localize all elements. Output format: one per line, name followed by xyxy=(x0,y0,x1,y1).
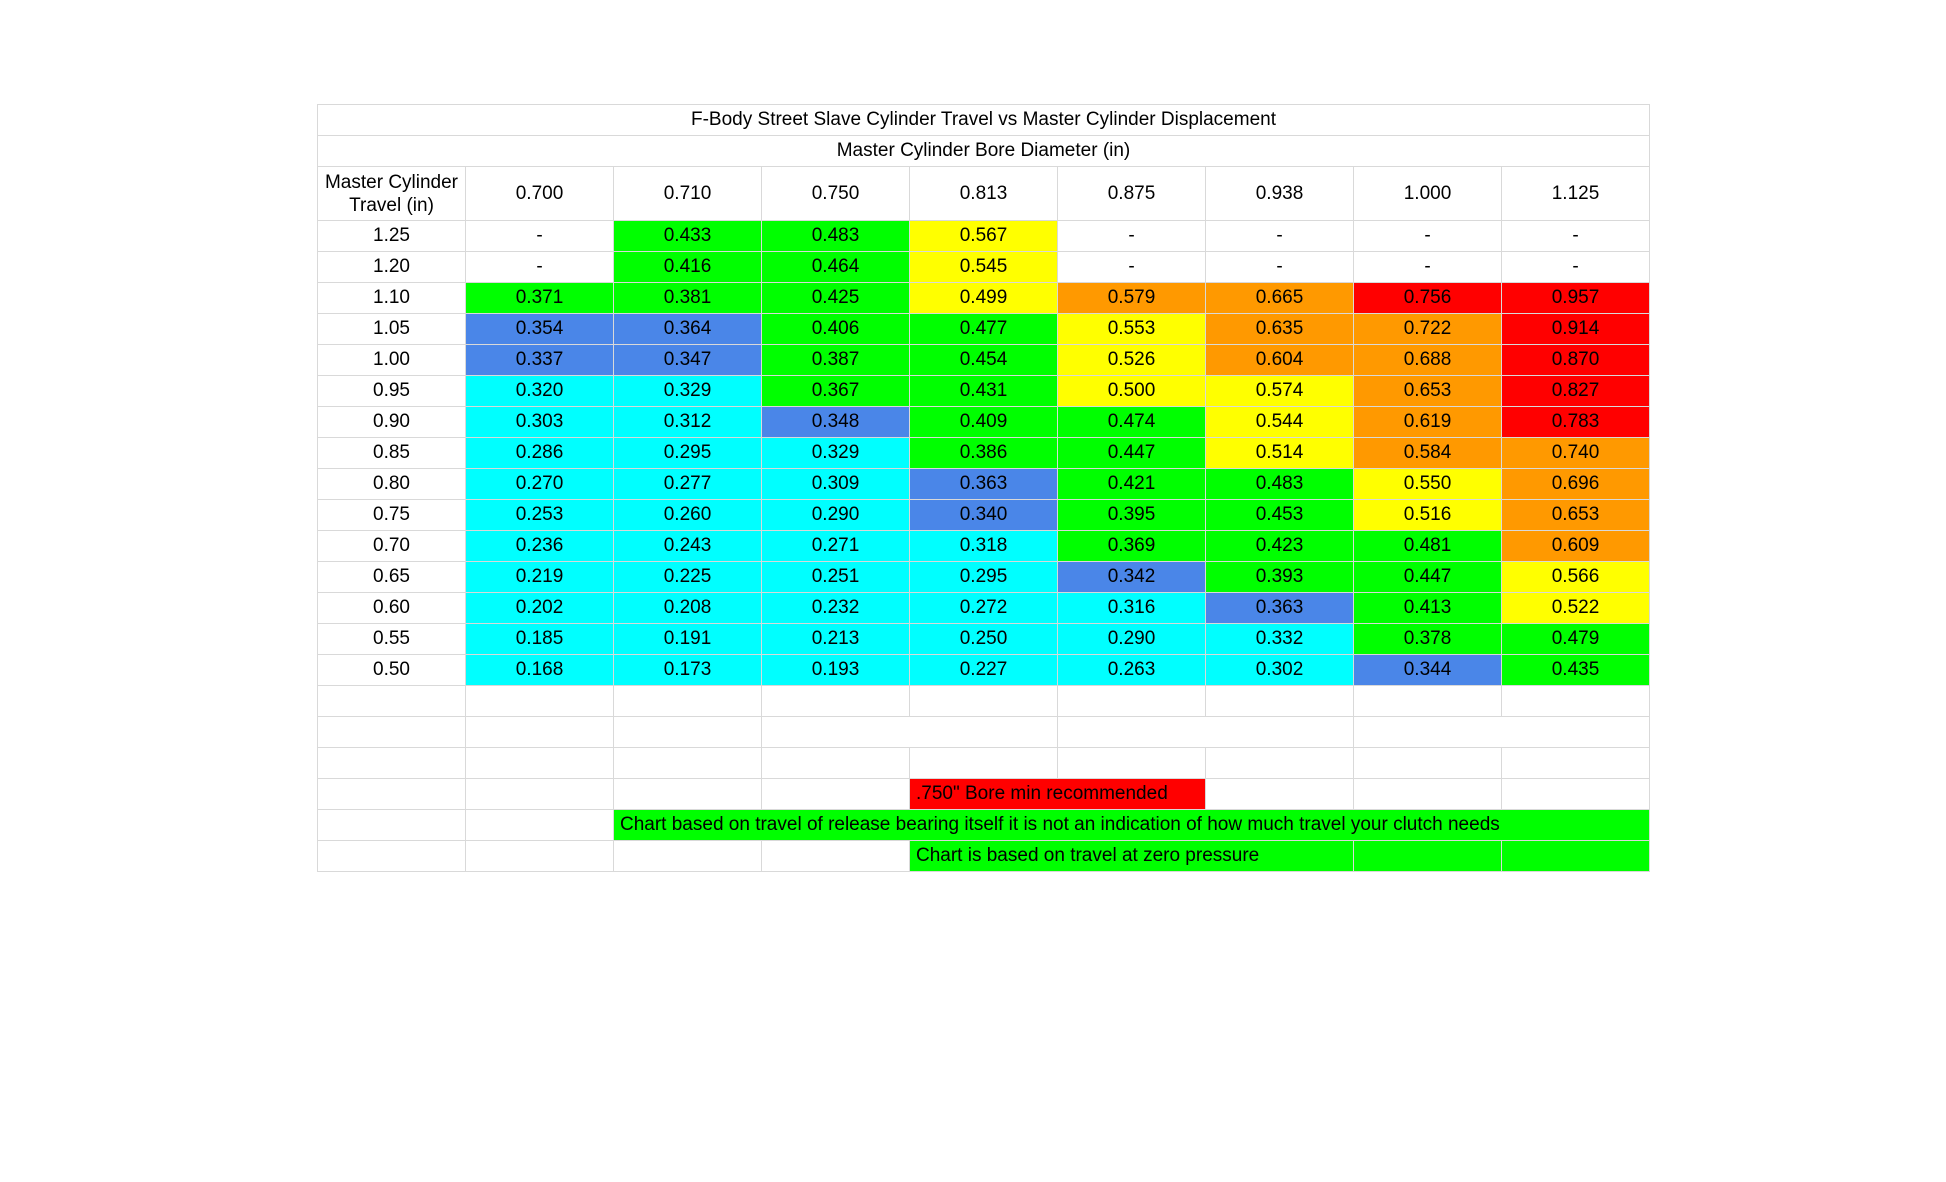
travel-chart-table xyxy=(317,104,1650,872)
displacement-cell[interactable]: 0.957 xyxy=(1502,283,1650,314)
displacement-cell[interactable]: 0.227 xyxy=(910,655,1058,686)
displacement-cell[interactable]: 0.756 xyxy=(1354,283,1502,314)
table-row xyxy=(318,345,1650,376)
displacement-cell[interactable]: 0.378 xyxy=(1354,624,1502,655)
displacement-cell[interactable]: 0.320 xyxy=(466,376,614,407)
empty-cell[interactable] xyxy=(318,748,466,779)
empty-cell[interactable] xyxy=(614,717,762,748)
displacement-cell[interactable]: 0.193 xyxy=(762,655,910,686)
empty-cell[interactable] xyxy=(910,686,1058,717)
displacement-cell[interactable]: 0.474 xyxy=(1058,407,1206,438)
bore-header-0813[interactable]: 0.813 xyxy=(910,167,1058,221)
table-row xyxy=(318,438,1650,469)
table-row xyxy=(318,562,1650,593)
displacement-cell[interactable]: 0.286 xyxy=(466,438,614,469)
displacement-cell[interactable]: 0.425 xyxy=(762,283,910,314)
displacement-cell[interactable]: 0.302 xyxy=(1206,655,1354,686)
travel-cell[interactable]: 0.60 xyxy=(318,593,466,624)
displacement-cell[interactable]: 0.722 xyxy=(1354,314,1502,345)
displacement-cell[interactable]: 0.270 xyxy=(466,469,614,500)
displacement-cell[interactable]: 0.337 xyxy=(466,345,614,376)
displacement-cell[interactable]: 0.431 xyxy=(910,376,1058,407)
bore-min-note[interactable]: .750" Bore min recommended xyxy=(910,779,1206,810)
travel-cell[interactable]: 0.80 xyxy=(318,469,466,500)
displacement-cell[interactable]: 0.354 xyxy=(466,314,614,345)
table-row xyxy=(318,283,1650,314)
empty-merged-cell[interactable] xyxy=(1058,717,1354,748)
table-row xyxy=(318,593,1650,624)
empty-cell[interactable] xyxy=(1058,748,1206,779)
displacement-cell[interactable]: 0.364 xyxy=(614,314,762,345)
displacement-cell[interactable]: - xyxy=(1354,252,1502,283)
displacement-cell[interactable]: 0.386 xyxy=(910,438,1058,469)
displacement-cell[interactable]: 0.387 xyxy=(762,345,910,376)
displacement-cell[interactable]: 0.522 xyxy=(1502,593,1650,624)
table-row xyxy=(318,469,1650,500)
bore-header-0700[interactable]: 0.700 xyxy=(466,167,614,221)
displacement-cell[interactable]: 0.574 xyxy=(1206,376,1354,407)
displacement-cell[interactable]: 0.500 xyxy=(1058,376,1206,407)
displacement-cell[interactable]: 0.514 xyxy=(1206,438,1354,469)
displacement-cell[interactable]: 0.348 xyxy=(762,407,910,438)
displacement-cell[interactable]: 0.477 xyxy=(910,314,1058,345)
empty-cell[interactable] xyxy=(466,748,614,779)
empty-cell[interactable] xyxy=(466,779,614,810)
displacement-cell[interactable]: 0.347 xyxy=(614,345,762,376)
displacement-cell[interactable]: 0.584 xyxy=(1354,438,1502,469)
displacement-cell[interactable]: 0.499 xyxy=(910,283,1058,314)
displacement-cell[interactable]: 0.251 xyxy=(762,562,910,593)
chart-title[interactable]: F-Body Street Slave Cylinder Travel vs Master Cylinder Displacement xyxy=(318,105,1650,136)
table-row xyxy=(318,531,1650,562)
displacement-cell[interactable]: - xyxy=(1502,252,1650,283)
empty-cell[interactable] xyxy=(466,810,614,841)
table-row xyxy=(318,376,1650,407)
travel-cell[interactable]: 0.70 xyxy=(318,531,466,562)
empty-cell[interactable] xyxy=(318,779,466,810)
empty-cell[interactable] xyxy=(614,748,762,779)
displacement-cell[interactable]: 0.202 xyxy=(466,593,614,624)
displacement-cell[interactable]: 0.290 xyxy=(1058,624,1206,655)
displacement-cell[interactable]: 0.483 xyxy=(1206,469,1354,500)
displacement-cell[interactable]: 0.635 xyxy=(1206,314,1354,345)
displacement-cell[interactable]: 0.870 xyxy=(1502,345,1650,376)
displacement-cell[interactable]: 0.553 xyxy=(1058,314,1206,345)
empty-cell[interactable] xyxy=(1206,686,1354,717)
displacement-cell[interactable]: 0.406 xyxy=(762,314,910,345)
displacement-cell[interactable]: - xyxy=(1206,221,1354,252)
empty-merged-cell[interactable] xyxy=(762,717,1058,748)
displacement-cell[interactable]: 0.409 xyxy=(910,407,1058,438)
displacement-cell[interactable]: 0.481 xyxy=(1354,531,1502,562)
displacement-cell[interactable]: 0.665 xyxy=(1206,283,1354,314)
empty-cell[interactable] xyxy=(1354,779,1502,810)
travel-column-header[interactable]: Master Cylinder Travel (in) xyxy=(318,167,466,221)
displacement-cell[interactable]: 0.363 xyxy=(1206,593,1354,624)
displacement-cell[interactable]: 0.271 xyxy=(762,531,910,562)
displacement-cell[interactable]: 0.213 xyxy=(762,624,910,655)
travel-cell[interactable]: 0.95 xyxy=(318,376,466,407)
displacement-cell[interactable]: 0.433 xyxy=(614,221,762,252)
empty-cell[interactable] xyxy=(1206,748,1354,779)
displacement-cell[interactable]: 0.332 xyxy=(1206,624,1354,655)
displacement-cell[interactable]: 0.318 xyxy=(910,531,1058,562)
displacement-cell[interactable]: 0.454 xyxy=(910,345,1058,376)
displacement-cell[interactable]: 0.303 xyxy=(466,407,614,438)
displacement-cell[interactable]: 0.381 xyxy=(614,283,762,314)
displacement-cell[interactable]: - xyxy=(1206,252,1354,283)
empty-cell[interactable] xyxy=(614,686,762,717)
bore-header-0750[interactable]: 0.750 xyxy=(762,167,910,221)
empty-cell[interactable] xyxy=(762,779,910,810)
empty-cell[interactable] xyxy=(1206,779,1354,810)
displacement-cell[interactable]: 0.312 xyxy=(614,407,762,438)
displacement-cell[interactable]: 0.329 xyxy=(614,376,762,407)
displacement-cell[interactable]: - xyxy=(1058,221,1206,252)
displacement-cell[interactable]: 0.371 xyxy=(466,283,614,314)
empty-cell[interactable] xyxy=(1058,686,1206,717)
empty-cell[interactable] xyxy=(910,748,1058,779)
displacement-cell[interactable]: 0.604 xyxy=(1206,345,1354,376)
travel-cell[interactable]: 0.50 xyxy=(318,655,466,686)
displacement-cell[interactable]: 0.309 xyxy=(762,469,910,500)
displacement-cell[interactable]: 0.232 xyxy=(762,593,910,624)
displacement-cell[interactable]: 0.653 xyxy=(1354,376,1502,407)
empty-cell[interactable] xyxy=(466,717,614,748)
displacement-cell[interactable]: 0.342 xyxy=(1058,562,1206,593)
displacement-cell[interactable]: 0.483 xyxy=(762,221,910,252)
zero-pressure-note[interactable]: Chart is based on travel at zero pressure xyxy=(910,841,1354,872)
empty-cell[interactable] xyxy=(762,748,910,779)
empty-cell[interactable] xyxy=(1354,748,1502,779)
bore-header-1000[interactable]: 1.000 xyxy=(1354,167,1502,221)
table-row xyxy=(318,407,1650,438)
displacement-cell[interactable]: 0.526 xyxy=(1058,345,1206,376)
displacement-cell[interactable]: 0.393 xyxy=(1206,562,1354,593)
displacement-cell[interactable]: 0.550 xyxy=(1354,469,1502,500)
displacement-cell[interactable]: 0.208 xyxy=(614,593,762,624)
displacement-cell[interactable]: 0.295 xyxy=(614,438,762,469)
table-row xyxy=(318,655,1650,686)
displacement-cell[interactable]: 0.329 xyxy=(762,438,910,469)
travel-cell[interactable]: 1.10 xyxy=(318,283,466,314)
travel-cell[interactable]: 1.00 xyxy=(318,345,466,376)
displacement-cell[interactable]: 0.447 xyxy=(1354,562,1502,593)
displacement-cell[interactable]: 0.395 xyxy=(1058,500,1206,531)
table-row xyxy=(318,624,1650,655)
empty-cell[interactable] xyxy=(1502,686,1650,717)
bore-header-0710[interactable]: 0.710 xyxy=(614,167,762,221)
displacement-cell[interactable]: - xyxy=(1502,221,1650,252)
displacement-cell[interactable]: 0.566 xyxy=(1502,562,1650,593)
empty-cell[interactable] xyxy=(1502,779,1650,810)
displacement-cell[interactable]: 0.243 xyxy=(614,531,762,562)
displacement-cell[interactable]: 0.340 xyxy=(910,500,1058,531)
displacement-cell[interactable]: 0.416 xyxy=(614,252,762,283)
bore-header-0875[interactable]: 0.875 xyxy=(1058,167,1206,221)
displacement-cell[interactable]: 0.545 xyxy=(910,252,1058,283)
displacement-cell[interactable]: 0.914 xyxy=(1502,314,1650,345)
bore-header-1125[interactable]: 1.125 xyxy=(1502,167,1650,221)
displacement-cell[interactable]: 0.609 xyxy=(1502,531,1650,562)
displacement-cell[interactable]: 0.219 xyxy=(466,562,614,593)
empty-cell[interactable] xyxy=(1354,841,1502,872)
empty-merged-cell[interactable] xyxy=(1354,717,1650,748)
travel-cell[interactable]: 0.75 xyxy=(318,500,466,531)
travel-cell[interactable]: 1.05 xyxy=(318,314,466,345)
displacement-cell[interactable]: 0.250 xyxy=(910,624,1058,655)
table-row xyxy=(318,221,1650,252)
empty-cell[interactable] xyxy=(466,686,614,717)
displacement-cell[interactable]: 0.516 xyxy=(1354,500,1502,531)
displacement-cell[interactable]: 0.464 xyxy=(762,252,910,283)
empty-cell[interactable] xyxy=(614,779,762,810)
displacement-cell[interactable]: 0.225 xyxy=(614,562,762,593)
displacement-cell[interactable]: 0.173 xyxy=(614,655,762,686)
displacement-cell[interactable]: 0.236 xyxy=(466,531,614,562)
travel-cell[interactable]: 0.55 xyxy=(318,624,466,655)
empty-cell[interactable] xyxy=(318,841,466,872)
displacement-cell[interactable]: 0.185 xyxy=(466,624,614,655)
displacement-cell[interactable]: 0.423 xyxy=(1206,531,1354,562)
table-row xyxy=(318,252,1650,283)
empty-cell[interactable] xyxy=(1354,686,1502,717)
displacement-cell[interactable]: 0.740 xyxy=(1502,438,1650,469)
empty-cell[interactable] xyxy=(762,686,910,717)
displacement-cell[interactable]: 0.453 xyxy=(1206,500,1354,531)
empty-cell[interactable] xyxy=(614,841,762,872)
displacement-cell[interactable]: 0.783 xyxy=(1502,407,1650,438)
displacement-cell[interactable]: 0.253 xyxy=(466,500,614,531)
displacement-cell[interactable]: 0.272 xyxy=(910,593,1058,624)
displacement-cell[interactable]: 0.435 xyxy=(1502,655,1650,686)
displacement-cell[interactable]: 0.367 xyxy=(762,376,910,407)
empty-cell[interactable] xyxy=(466,841,614,872)
displacement-cell[interactable]: 0.263 xyxy=(1058,655,1206,686)
displacement-cell[interactable]: 0.696 xyxy=(1502,469,1650,500)
displacement-cell[interactable]: - xyxy=(1354,221,1502,252)
displacement-cell[interactable]: 0.295 xyxy=(910,562,1058,593)
travel-cell[interactable]: 0.90 xyxy=(318,407,466,438)
displacement-cell[interactable]: 0.579 xyxy=(1058,283,1206,314)
travel-cell[interactable]: 1.20 xyxy=(318,252,466,283)
displacement-cell[interactable]: 0.479 xyxy=(1502,624,1650,655)
displacement-cell[interactable]: 0.688 xyxy=(1354,345,1502,376)
displacement-cell[interactable]: 0.447 xyxy=(1058,438,1206,469)
displacement-cell[interactable]: 0.277 xyxy=(614,469,762,500)
displacement-cell[interactable]: 0.363 xyxy=(910,469,1058,500)
displacement-cell[interactable]: - xyxy=(1058,252,1206,283)
displacement-cell[interactable]: 0.544 xyxy=(1206,407,1354,438)
displacement-cell[interactable]: 0.344 xyxy=(1354,655,1502,686)
empty-cell[interactable] xyxy=(1502,841,1650,872)
displacement-cell[interactable]: 0.316 xyxy=(1058,593,1206,624)
displacement-cell[interactable]: 0.827 xyxy=(1502,376,1650,407)
release-bearing-note[interactable]: Chart based on travel of release bearing itself it is not an indication of how much travel your clutch needs xyxy=(614,810,1650,841)
displacement-cell[interactable]: - xyxy=(466,252,614,283)
travel-cell[interactable]: 1.25 xyxy=(318,221,466,252)
empty-cell[interactable] xyxy=(762,841,910,872)
bore-diameter-header[interactable]: Master Cylinder Bore Diameter (in) xyxy=(318,136,1650,167)
table-row xyxy=(318,314,1650,345)
empty-cell[interactable] xyxy=(318,686,466,717)
empty-cell[interactable] xyxy=(1502,748,1650,779)
displacement-cell[interactable]: 0.619 xyxy=(1354,407,1502,438)
table-row xyxy=(318,500,1650,531)
empty-cell[interactable] xyxy=(318,810,466,841)
displacement-cell[interactable]: 0.421 xyxy=(1058,469,1206,500)
displacement-cell[interactable]: 0.567 xyxy=(910,221,1058,252)
empty-cell[interactable] xyxy=(318,717,466,748)
travel-cell[interactable]: 0.85 xyxy=(318,438,466,469)
displacement-cell[interactable]: 0.260 xyxy=(614,500,762,531)
bore-header-0938[interactable]: 0.938 xyxy=(1206,167,1354,221)
displacement-cell[interactable]: 0.168 xyxy=(466,655,614,686)
displacement-cell[interactable]: - xyxy=(466,221,614,252)
displacement-cell[interactable]: 0.369 xyxy=(1058,531,1206,562)
displacement-cell[interactable]: 0.191 xyxy=(614,624,762,655)
displacement-cell[interactable]: 0.290 xyxy=(762,500,910,531)
travel-cell[interactable]: 0.65 xyxy=(318,562,466,593)
displacement-cell[interactable]: 0.413 xyxy=(1354,593,1502,624)
displacement-cell[interactable]: 0.653 xyxy=(1502,500,1650,531)
